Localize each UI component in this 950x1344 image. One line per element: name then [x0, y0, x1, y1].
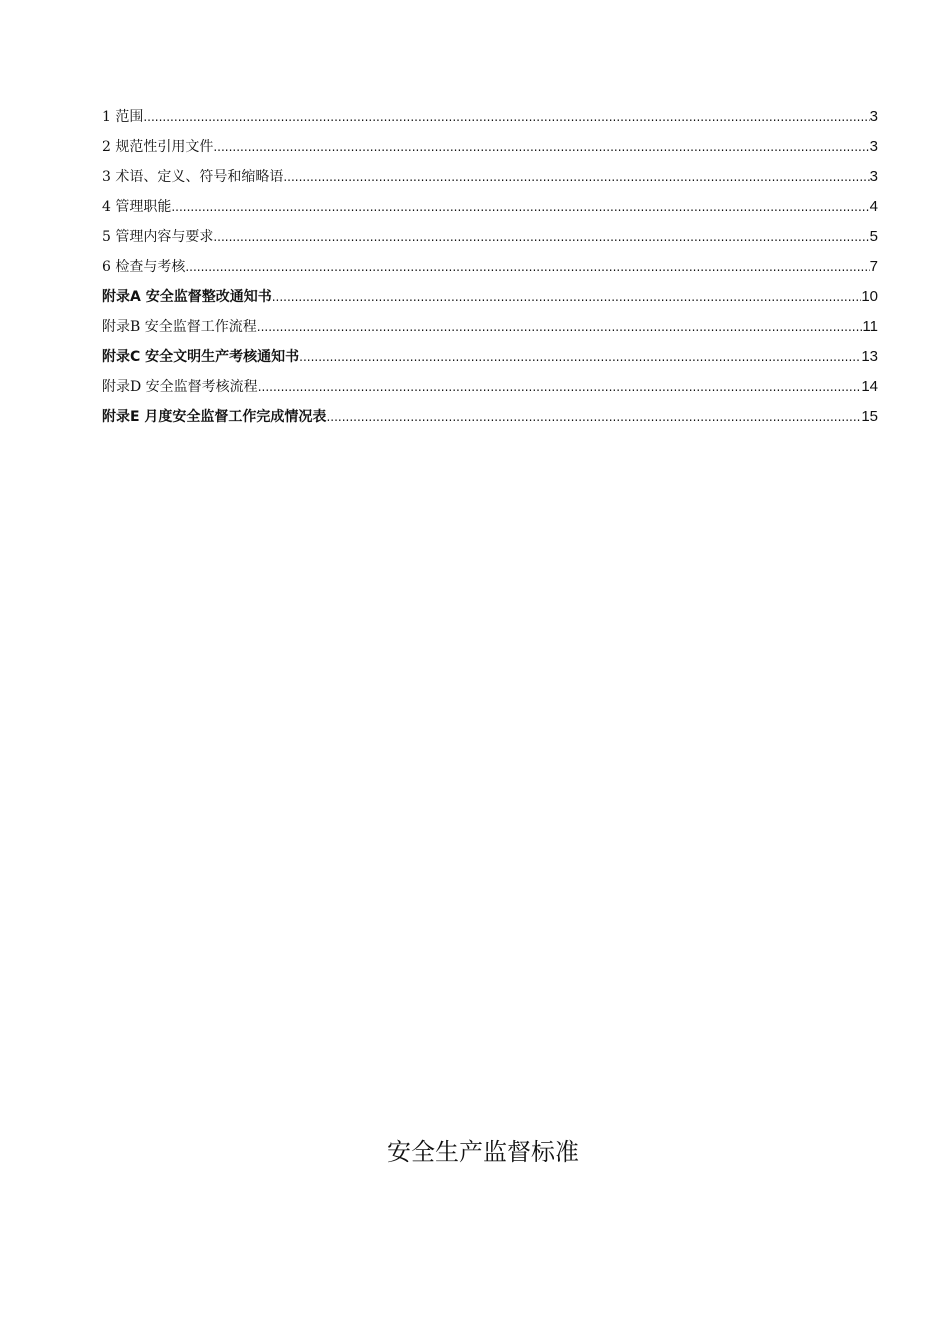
- toc-leader-dots: [283, 166, 869, 188]
- toc-entry-page: 3: [869, 168, 878, 185]
- toc-entry-page: 4: [869, 198, 878, 215]
- toc-entry-label: 4 管理职能: [102, 199, 172, 215]
- toc-leader-dots: [185, 256, 869, 278]
- document-title: 安全生产监督标准: [387, 1138, 579, 1166]
- toc-leader-dots: [213, 136, 869, 158]
- toc-entry-page: 3: [869, 138, 878, 155]
- toc-leader-dots: [258, 376, 862, 398]
- toc-entry-label: 附录B 安全监督工作流程: [102, 319, 257, 335]
- toc-leader-dots: [326, 406, 861, 428]
- toc-leader-dots: [171, 196, 869, 218]
- toc-entry-label: 附录E 月度安全监督工作完成情况表: [102, 409, 327, 425]
- toc-entry-appendix-d[interactable]: [102, 376, 878, 406]
- toc-entry-page: 10: [861, 288, 878, 305]
- toc-entry-page: 7: [869, 258, 878, 275]
- toc-entry-label: 6 检查与考核: [102, 259, 186, 275]
- toc-entry-page: 11: [862, 318, 878, 335]
- toc-entry-inspection-assessment[interactable]: [102, 256, 878, 286]
- toc-entry-page: 14: [861, 378, 878, 395]
- toc-entry-management-functions[interactable]: [102, 196, 878, 226]
- toc-entry-label: 2 规范性引用文件: [102, 139, 214, 155]
- toc-leader-dots: [299, 346, 861, 368]
- toc-entry-label: 5 管理内容与要求: [102, 229, 214, 245]
- toc-entry-label: 附录A 安全监督整改通知书: [102, 289, 272, 305]
- toc-entry-page: 15: [861, 408, 878, 425]
- toc-entry-scope[interactable]: [102, 106, 878, 136]
- toc-leader-dots: [143, 106, 869, 128]
- toc-entry-appendix-b[interactable]: [102, 316, 878, 346]
- toc-entry-appendix-e[interactable]: [102, 406, 878, 436]
- toc-entry-label: 附录D 安全监督考核流程: [102, 379, 258, 395]
- toc-entry-label: 1 范围: [102, 109, 144, 125]
- toc-leader-dots: [213, 226, 869, 248]
- toc-entry-label: 3 术语、定义、符号和缩略语: [102, 169, 284, 185]
- toc-entry-appendix-a[interactable]: [102, 286, 878, 316]
- toc-entry-terms-definitions[interactable]: [102, 166, 878, 196]
- toc-entry-page: 5: [869, 228, 878, 245]
- table-of-contents: [102, 106, 878, 436]
- toc-entry-normative-references[interactable]: [102, 136, 878, 166]
- toc-entry-management-content[interactable]: [102, 226, 878, 256]
- toc-entry-page: 3: [869, 108, 878, 125]
- toc-entry-label: 附录C 安全文明生产考核通知书: [102, 349, 300, 365]
- toc-entry-appendix-c[interactable]: [102, 346, 878, 376]
- toc-leader-dots: [257, 316, 863, 338]
- toc-entry-page: 13: [861, 348, 878, 365]
- toc-leader-dots: [272, 286, 862, 308]
